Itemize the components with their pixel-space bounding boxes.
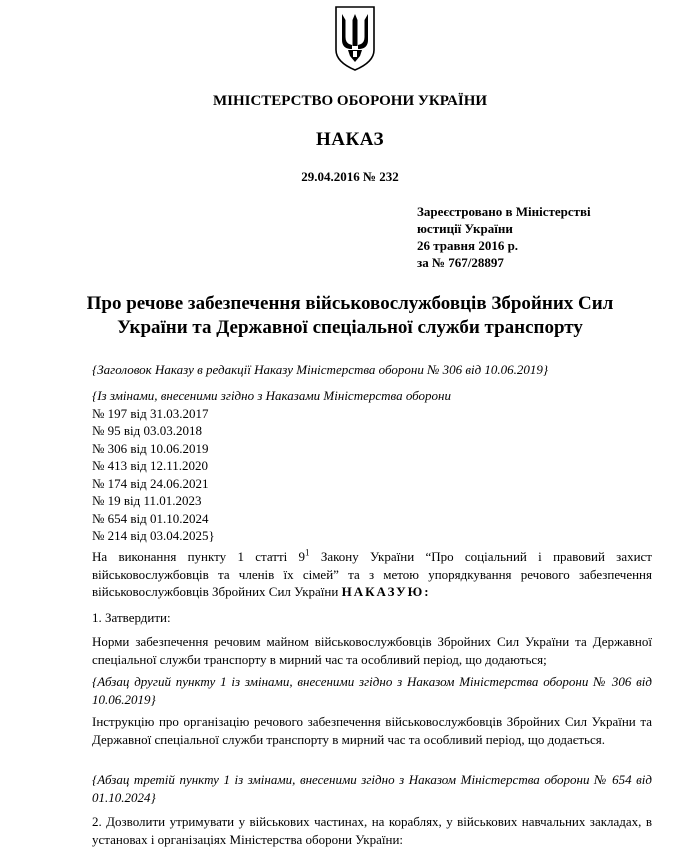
item-1-paragraph-b: Інструкцію про організацію речового забезпечення військовослужбовців Збройних Сил України та Державної спеціальної служби транспорту в мирний час та особливий період, що додається. xyxy=(92,714,652,747)
order-date-number: 29.04.2016 № 232 xyxy=(301,169,399,184)
document-type: НАКАЗ xyxy=(315,129,385,150)
amendment-item: № 19 від 11.01.2023 xyxy=(92,493,202,508)
item-1-paragraph-a-note: {Абзац другий пункту 1 із змінами, внесеними згідно з Наказом Міністерства оборони № 306 від 10.06.2019} xyxy=(92,674,652,707)
amendment-item: № 654 від 01.10.2024 xyxy=(92,510,209,526)
item-2-paragraph: 2. Дозволити утримувати у військових частинах, на кораблях, у військових навчальних закладах, в установах і організаціях Міністерства оборони України: xyxy=(92,814,652,847)
order-word: НАКАЗУЮ: xyxy=(341,584,431,599)
trident-emblem xyxy=(333,4,377,72)
amendments-list xyxy=(92,387,451,545)
amendment-item: № 197 від 31.03.2017 xyxy=(92,405,209,421)
registration-stamp xyxy=(417,203,591,271)
item-1-paragraph-b-note: {Абзац третій пункту 1 із змінами, внесеними згідно з Наказом Міністерства оборони № 654 від 01.10.2024} xyxy=(92,772,652,805)
amendment-item: № 413 від 12.11.2020 xyxy=(92,458,209,473)
ministry-name: МІНІСТЕРСТВО ОБОРОНИ УКРАЇНИ xyxy=(212,93,488,109)
registration-line: юстиції України xyxy=(417,221,513,236)
amendment-item: № 174 від 24.06.2021 xyxy=(92,475,209,491)
registration-line: 26 травня 2016 р. xyxy=(417,238,519,253)
amendment-item: № 95 від 03.03.2018 xyxy=(92,423,203,438)
registration-line: за № 767/28897 xyxy=(417,255,504,270)
registration-line: Зареєстровано в Міністерстві xyxy=(417,204,591,219)
item-1-paragraph-a: Норми забезпечення речовим майном військовослужбовців Збройних Сил України та Державної спеціальної служби транспорту в мирний час та особливий період, що додаються; xyxy=(92,634,652,667)
item-1-label: 1. Затвердити: xyxy=(92,610,171,625)
title-line-1: Про речове забезпечення військовослужбовців Збройних Сил xyxy=(86,293,614,314)
title-line-2: України та Державної спеціальної служби транспорту xyxy=(117,317,583,338)
amendments-intro: {Із змінами, внесеними згідно з Наказами Міністерства оборони xyxy=(92,388,451,403)
preamble-superscript: 1 xyxy=(305,547,310,558)
title-edit-note: {Заголовок Наказу в редакції Наказу Міністерства оборони № 306 від 10.06.2019} xyxy=(92,362,549,377)
document-title xyxy=(0,292,700,340)
preamble-text-2: Закону України “Про соціальний і правовий захист військовослужбовців та членів їх сімей” та з метою упорядкування речового забезпечення військовослужбовців Збройних Сил України xyxy=(92,549,652,599)
preamble-text-1: На виконання пункту 1 статті 9 xyxy=(92,549,306,564)
amendment-item: № 214 від 03.04.2025} xyxy=(92,528,215,543)
preamble-paragraph xyxy=(92,548,652,601)
amendment-item: № 306 від 10.06.2019 xyxy=(92,440,209,456)
